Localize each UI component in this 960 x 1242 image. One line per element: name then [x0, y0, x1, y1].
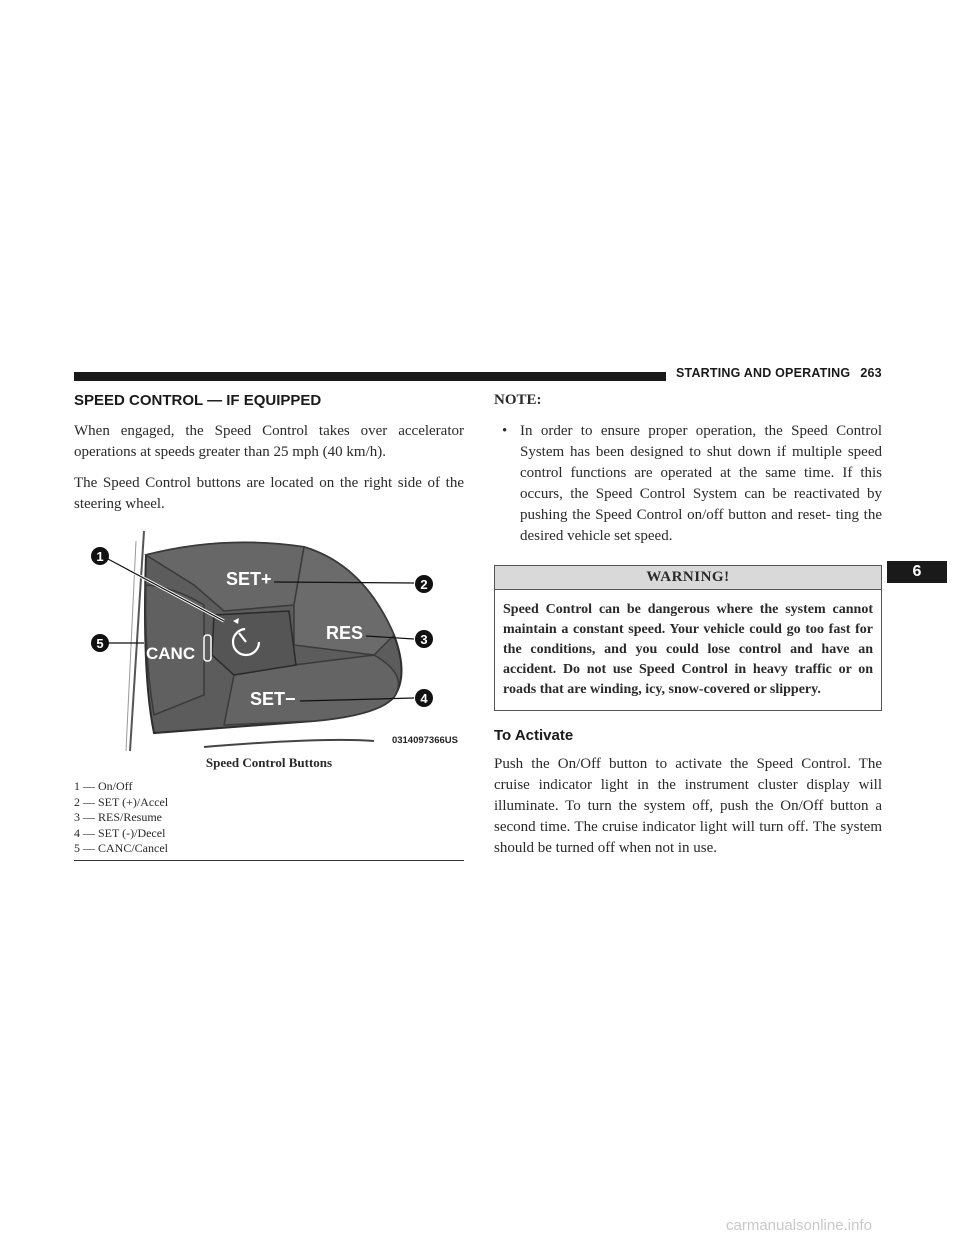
callout-2: 2 [420, 577, 428, 592]
speed-control-figure [74, 525, 464, 753]
callout-4: 4 [420, 691, 428, 706]
figure-caption: Speed Control Buttons [205, 755, 333, 770]
left-column [74, 392, 464, 861]
activate-title: To Activate [494, 727, 574, 744]
res-label: RES [326, 623, 364, 643]
warning-title: WARNING! [495, 566, 881, 590]
warning-text: Speed Control can be dangerous where the system cannot maintain a constant speed. Your vehicle could go too fast for the conditions, and you could lose control and have an accident. Do not use Speed Control in heavy traffic or on roads that are winding, icy, snow-covered or slippery. [503, 602, 873, 697]
legend-item: 3 — RES/Resume [74, 810, 163, 824]
legend-item: 1 — On/Off [74, 779, 133, 793]
intro-paragraph: When engaged, the Speed Control takes over accelerator operations at speeds greater than 25 mph (40 km/h). [74, 423, 464, 460]
chapter-tab[interactable]: 6 [887, 561, 947, 583]
note-bullet [494, 421, 882, 547]
bullet-dot: • [502, 423, 508, 439]
section-title: SPEED CONTROL — IF EQUIPPED [74, 392, 322, 409]
header-rule [74, 372, 666, 381]
callout-5: 5 [96, 636, 104, 651]
steering-wheel-illustration [74, 525, 464, 753]
callout-1: 1 [96, 549, 104, 564]
watermark: carmanualsonline.info [726, 1217, 872, 1234]
page-number: 263 [860, 366, 882, 380]
running-header [676, 366, 882, 380]
image-code: 0314097366US [391, 735, 458, 746]
right-column [494, 392, 882, 869]
note-title: NOTE: [494, 392, 542, 408]
legend-item: 5 — CANC/Cancel [74, 841, 168, 855]
warning-box [494, 565, 882, 711]
callout-3: 3 [420, 632, 428, 647]
legend-item: 2 — SET (+)/Accel [74, 794, 169, 809]
set-plus-label: SET+ [226, 569, 272, 589]
canc-label: CANC [146, 644, 196, 663]
legend-item: 4 — SET (-)/Decel [74, 825, 166, 840]
note-text: In order to ensure proper operation, the Speed Control System has been designed to shut down if multiple speed control functions are operated at the same time. If this occurs, the Speed Control System can be reactivated by pushing the Speed Control on/off button and reset- ting the desired vehicle set speed. [520, 423, 882, 544]
location-paragraph: The Speed Control buttons are located on the right side of the steering wheel. [74, 475, 464, 512]
header-section: STARTING AND OPERATING [676, 366, 851, 380]
set-minus-label: SET− [250, 689, 296, 709]
activate-paragraph: Push the On/Off button to activate the Speed Control. The cruise indicator light in the instrument cluster display will illuminate. To turn the system off, push the On/Off button a second time. The cruise indicator light will turn off. The system should be turned off when not in use. [494, 756, 882, 856]
figure-legend [74, 779, 464, 857]
legend-rule [74, 860, 464, 861]
